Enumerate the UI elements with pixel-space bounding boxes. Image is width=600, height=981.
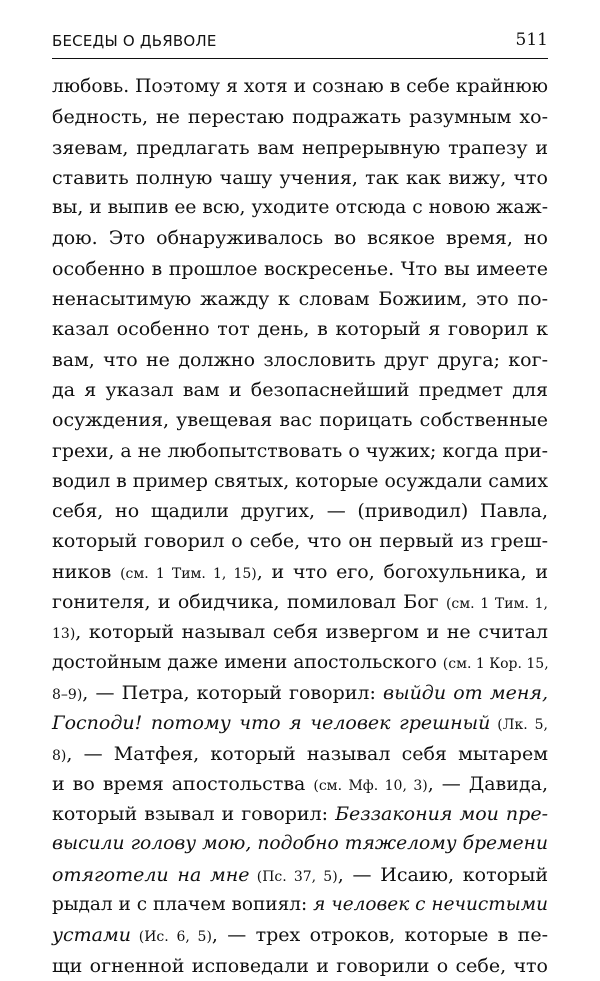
- scripture-quote: я человек с нечистыми: [313, 894, 548, 916]
- text-line: [52, 466, 548, 496]
- text-segment: достойным даже имени апостольского: [52, 651, 443, 673]
- scripture-reference: (Лк. 5,: [490, 717, 548, 734]
- body-text: [52, 72, 548, 981]
- text-segment: грехи, а не любопытствовать о чужих; когда при-: [52, 439, 548, 462]
- scripture-reference: (Ис. 6, 5): [131, 929, 212, 946]
- text-line: [52, 648, 548, 678]
- text-line: [52, 890, 548, 920]
- text-segment: ненасытимую жажду к словам Божиим, это по-: [52, 288, 548, 311]
- text-line: [52, 799, 548, 829]
- text-line: [52, 72, 548, 102]
- text-segment: ставить полную чашу учения, так как вижу, что: [52, 166, 548, 189]
- scripture-reference: 13): [52, 626, 76, 643]
- text-segment: любовь. Поэтому я хотя и сознаю в себе крайнюю: [52, 76, 548, 97]
- text-segment: рыдал и с плачем вопиял:: [52, 894, 314, 916]
- text-line: [52, 193, 548, 223]
- text-segment: , — трех отроков, которые в пе-: [211, 924, 548, 947]
- scripture-reference: 8): [52, 747, 67, 764]
- text-segment: , который называл себя извергом и не считал: [75, 621, 548, 644]
- text-segment: да я указал вам и безопаснейший предмет для: [52, 378, 548, 401]
- text-segment: который взывал и говорил:: [52, 803, 336, 826]
- text-segment: , — Исаию, который: [337, 863, 549, 886]
- running-head-title: БЕСЕДЫ О ДЬЯВОЛЕ: [52, 32, 217, 50]
- text-line: [52, 829, 548, 859]
- text-line: [52, 405, 548, 435]
- scripture-quote: высили голову мою, подобно тяжелому бремени: [52, 833, 548, 855]
- text-segment: который говорил о себе, что он первый из греш-: [52, 530, 548, 553]
- text-segment: ников: [52, 560, 121, 583]
- text-segment: , — Петра, который говорил:: [82, 681, 384, 704]
- scripture-reference: (см. 1 Тим. 1,: [445, 596, 548, 613]
- text-segment: дою. Это обнаруживалось во всякое время, но: [52, 227, 548, 250]
- page-number: 511: [515, 30, 548, 50]
- text-line: [52, 739, 548, 769]
- text-segment: особенно в прошлое воскресенье. Что вы имеете: [52, 257, 548, 280]
- text-segment: водил в пример святых, которые осуждали самих: [52, 469, 549, 492]
- text-line: [52, 375, 548, 405]
- text-line: [52, 284, 548, 314]
- text-line: [52, 587, 548, 617]
- text-line: [52, 314, 548, 344]
- text-line: [52, 951, 548, 981]
- text-segment: щи огненной исповедали и говорили о себе, что: [52, 954, 548, 977]
- text-line: [52, 860, 548, 890]
- scripture-quote: выйди от меня,: [383, 681, 548, 704]
- text-line: [52, 526, 548, 556]
- text-line: [52, 133, 548, 163]
- text-line: [52, 496, 548, 526]
- scripture-quote: отяготели на мне: [52, 863, 250, 886]
- text-segment: и во время апостольства: [52, 772, 314, 795]
- text-segment: осуждения, увещевая вас порицать собственные: [52, 409, 548, 432]
- text-line: [52, 254, 548, 284]
- text-line: [52, 708, 548, 738]
- text-line: [52, 223, 548, 253]
- text-segment: бедность, не перестаю подражать разумным хо-: [52, 106, 548, 129]
- text-segment: себя, но щадили других, — (приводил) Павла,: [52, 500, 548, 523]
- scripture-reference: (см. 1 Кор. 15,: [442, 655, 549, 672]
- scripture-reference: 8–9): [52, 686, 83, 703]
- text-line: [52, 163, 548, 193]
- text-segment: , и что его, богохульника, и: [256, 560, 549, 583]
- text-line: [52, 345, 548, 375]
- text-segment: зяевам, предлагать вам непрерывную трапезу и: [52, 136, 548, 159]
- scripture-quote: устами: [52, 924, 131, 947]
- scripture-reference: (Пс. 37, 5): [249, 868, 338, 885]
- text-line: [52, 769, 548, 799]
- scripture-reference: (см. Мф. 10, 3): [313, 777, 428, 794]
- text-segment: гонителя, и обидчика, помиловал Бог: [52, 591, 446, 614]
- scripture-reference: (см. 1 Тим. 1, 15): [120, 565, 257, 582]
- text-segment: вам, что не должно злословить друг друга; ког-: [52, 348, 548, 371]
- text-line: [52, 678, 548, 708]
- text-line: [52, 920, 548, 950]
- text-line: [52, 436, 548, 466]
- scripture-quote: Беззакония мои пре-: [335, 803, 548, 826]
- text-segment: , — Матфея, который называл себя мытарем: [66, 742, 548, 765]
- scripture-quote: Господи! потому что я человек грешный: [52, 712, 491, 735]
- text-segment: казал особенно тот день, в который я говорил к: [52, 318, 548, 341]
- running-head: [52, 28, 548, 59]
- text-line: [52, 557, 548, 587]
- text-segment: , — Давида,: [427, 772, 548, 795]
- text-line: [52, 617, 548, 647]
- text-line: [52, 102, 548, 132]
- text-segment: вы, и выпив ее всю, уходите отсюда с новою жаж-: [52, 197, 548, 219]
